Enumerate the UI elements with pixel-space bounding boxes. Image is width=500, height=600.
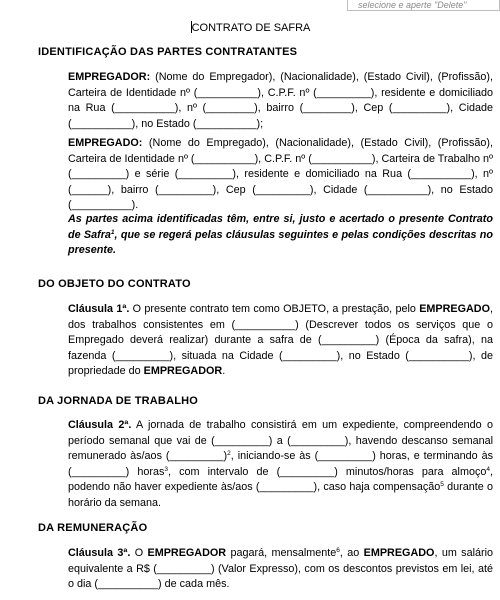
- page-title: CONTRATO DE SAFRA: [191, 22, 311, 34]
- clause-3-paragraph: Cláusula 3ª. O EMPREGADOR pagará, mensalmente$^6$, ao EMPREGADO, um salário equivalente a R$ (_________) (Valor Expresso), com os descontos previstos em lei, até o dia (__________) de cada mês.: [68, 547, 493, 591]
- delete-hint-box: [347, 0, 500, 11]
- employer-label: EMPREGADOR:: [68, 71, 151, 83]
- agreement-paragraph: As partes acima identificadas têm, entre si, justo e acertado o presente Contrato de Safra$^1$, que se regerá pelas cláusulas seguintes e pelas condições descritas no presente.: [68, 213, 493, 257]
- heading-journey: DA JORNADA DE TRABALHO: [38, 395, 199, 407]
- heading-parties: IDENTIFICAÇÃO DAS PARTES CONTRATANTES: [38, 46, 298, 58]
- clause-1-label: Cláusula 1ª.: [68, 303, 130, 315]
- delete-hint-text: selecione e aperte "Delete": [358, 0, 467, 10]
- employee-label: EMPREGADO:: [68, 137, 143, 149]
- employee-paragraph: [38, 136, 493, 214]
- clause-3-label: Cláusula 3ª.: [68, 547, 131, 559]
- employer-text: (Nome do Empregador), (Nacionalidade), (Estado Civil), (Profissão), Carteira de Identidade nº (__________), C.P.F. nº (_________), residente e domiciliado na Rua (__________), nº (________), bairro (________), Cep (_________), Cidade (__________), no Estado (__________);: [68, 71, 493, 130]
- clause-1-paragraph: Cláusula 1ª. O presente contrato tem como OBJETO, a prestação, pelo EMPREGADO, dos trabalhos consistentes em (__________) (Descrever todos os serviços que o Empregado deverá realizar) durante a safra de (_________) (Época da safra), na fazenda (_________), situada na Cidade (_________), no Estado (__________), de propriedade do EMPREGADOR.: [68, 303, 493, 378]
- clause-2-label: Cláusula 2ª.: [68, 419, 132, 431]
- heading-object: DO OBJETO DO CONTRATO: [38, 278, 191, 290]
- heading-pay: DA REMUNERAÇÃO: [38, 522, 148, 534]
- clause-2-paragraph: Cláusula 2ª. A jornada de trabalho consistirá em um expediente, compreendendo o período semanal que vai de (_________) a (_________), havendo descanso semanal remunerado às/aos (_________)$^2$, iniciando-se às (_________) horas, e terminando às (_________) horas$^3$, com intervalo de (_________) minutos/horas para almoço$^4$, podendo não haver expediente às/aos (_________), caso haja compensação$^5$ durante o horário da semana.: [68, 419, 494, 509]
- employee-text: (Nome do Empregado), (Nacionalidade), (Estado Civil), (Profissão), Carteira de Identidade nº (__________), C.P.F. nº (__________), Carteira de Trabalho nº (_________) e série (_________), residente e domiciliado na Rua (__________), nº (______), bairro (_________), Cep (_________), Cidade (__________), no Estado (__________).: [68, 137, 493, 212]
- employer-paragraph: [38, 70, 493, 132]
